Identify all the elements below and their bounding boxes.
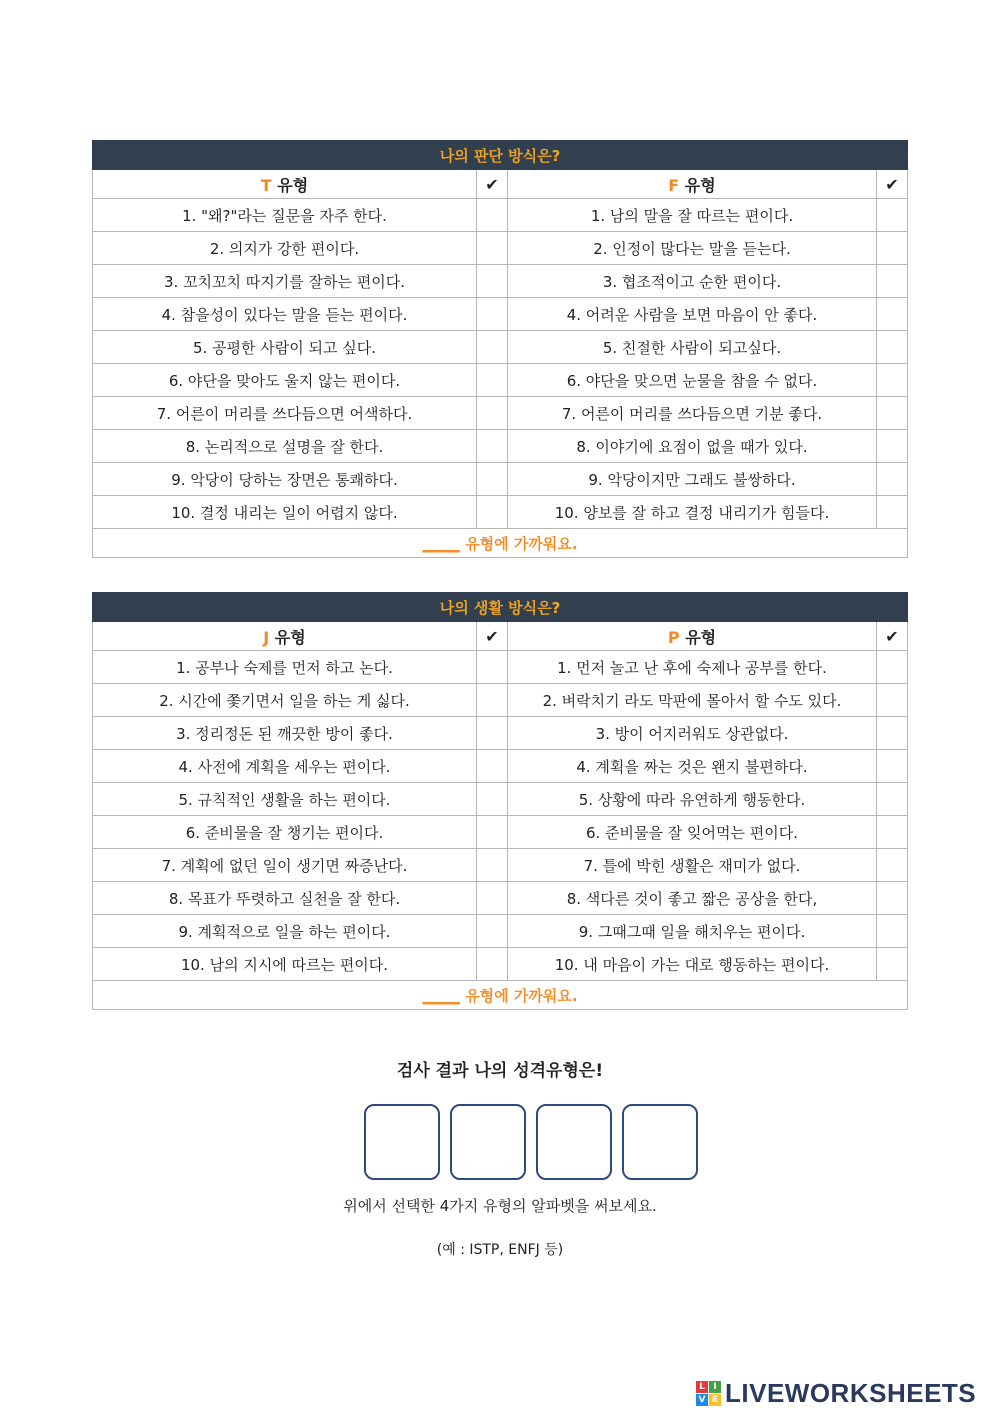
left-statement: 1. "왜?"라는 질문을 자주 한다. bbox=[93, 199, 477, 232]
left-checkbox-cell[interactable] bbox=[477, 364, 508, 397]
check-icon: ✔ bbox=[477, 170, 508, 199]
right-statement: 9. 그때그때 일을 해치우는 편이다. bbox=[508, 915, 877, 948]
right-statement: 8. 이야기에 요점이 없을 때가 있다. bbox=[508, 430, 877, 463]
left-statement: 10. 결정 내리는 일이 어렵지 않다. bbox=[93, 496, 477, 529]
left-checkbox-cell[interactable] bbox=[477, 783, 508, 816]
logo-mark-e: E bbox=[709, 1394, 721, 1406]
right-statement: 3. 협조적이고 순한 편이다. bbox=[508, 265, 877, 298]
right-checkbox-cell[interactable] bbox=[877, 684, 908, 717]
table-row bbox=[93, 816, 908, 849]
answer-box-1[interactable] bbox=[364, 1104, 440, 1180]
left-checkbox-cell[interactable] bbox=[477, 232, 508, 265]
right-type-header bbox=[508, 170, 877, 199]
right-statement: 2. 인정이 많다는 말을 듣는다. bbox=[508, 232, 877, 265]
check-icon: ✔ bbox=[877, 170, 908, 199]
left-checkbox-cell[interactable] bbox=[477, 915, 508, 948]
table-row bbox=[93, 717, 908, 750]
left-statement: 6. 야단을 맞아도 울지 않는 편이다. bbox=[93, 364, 477, 397]
table-footer bbox=[93, 981, 908, 1010]
result-title: 검사 결과 나의 성격유형은! bbox=[396, 1061, 604, 1081]
right-checkbox-cell[interactable] bbox=[877, 948, 908, 981]
judgment-table bbox=[92, 140, 908, 558]
table-row bbox=[93, 199, 908, 232]
footer-blank[interactable]: _____ bbox=[422, 986, 460, 1005]
right-statement: 4. 계획을 짜는 것은 왠지 불편하다. bbox=[508, 750, 877, 783]
left-statement: 9. 악당이 당하는 장면은 통쾌하다. bbox=[93, 463, 477, 496]
left-checkbox-cell[interactable] bbox=[477, 948, 508, 981]
left-checkbox-cell[interactable] bbox=[477, 430, 508, 463]
type-letter: T bbox=[260, 175, 272, 195]
right-statement: 1. 남의 말을 잘 따르는 편이다. bbox=[508, 199, 877, 232]
example-text: (예 : ISTP, ENFJ 등) bbox=[436, 1242, 564, 1258]
right-checkbox-cell[interactable] bbox=[877, 717, 908, 750]
instruction-text: 위에서 선택한 4가지 유형의 알파벳을 써보세요. bbox=[343, 1197, 657, 1215]
right-type-header bbox=[508, 622, 877, 651]
left-statement: 8. 논리적으로 설명을 잘 한다. bbox=[93, 430, 477, 463]
left-checkbox-cell[interactable] bbox=[477, 717, 508, 750]
liveworksheets-logo bbox=[696, 1378, 976, 1409]
logo-mark-l: L bbox=[696, 1381, 708, 1393]
left-statement: 6. 준비물을 잘 챙기는 편이다. bbox=[93, 816, 477, 849]
table-row bbox=[93, 684, 908, 717]
right-statement: 2. 벼락치기 라도 막판에 몰아서 할 수도 있다. bbox=[508, 684, 877, 717]
left-checkbox-cell[interactable] bbox=[477, 199, 508, 232]
right-statement: 6. 준비물을 잘 잊어먹는 편이다. bbox=[508, 816, 877, 849]
left-checkbox-cell[interactable] bbox=[477, 816, 508, 849]
type-label: 유형 bbox=[274, 627, 306, 647]
table-title: 나의 판단 방식은? bbox=[93, 141, 908, 170]
right-checkbox-cell[interactable] bbox=[877, 651, 908, 684]
right-checkbox-cell[interactable] bbox=[877, 849, 908, 882]
footer-text: 유형에 가까워요. bbox=[465, 534, 578, 553]
right-checkbox-cell[interactable] bbox=[877, 463, 908, 496]
type-letter: F bbox=[668, 175, 680, 195]
left-statement: 10. 남의 지시에 따르는 편이다. bbox=[93, 948, 477, 981]
answer-box-2[interactable] bbox=[450, 1104, 526, 1180]
left-checkbox-cell[interactable] bbox=[477, 331, 508, 364]
right-checkbox-cell[interactable] bbox=[877, 882, 908, 915]
left-statement: 4. 참을성이 있다는 말을 듣는 편이다. bbox=[93, 298, 477, 331]
type-label: 유형 bbox=[685, 627, 717, 647]
table-row bbox=[93, 331, 908, 364]
right-statement: 9. 악당이지만 그래도 불쌍하다. bbox=[508, 463, 877, 496]
type-label: 유형 bbox=[277, 175, 309, 195]
table-row bbox=[93, 298, 908, 331]
left-checkbox-cell[interactable] bbox=[477, 684, 508, 717]
left-checkbox-cell[interactable] bbox=[477, 849, 508, 882]
right-checkbox-cell[interactable] bbox=[877, 265, 908, 298]
left-checkbox-cell[interactable] bbox=[477, 397, 508, 430]
right-checkbox-cell[interactable] bbox=[877, 496, 908, 529]
left-statement: 4. 사전에 계획을 세우는 편이다. bbox=[93, 750, 477, 783]
right-statement: 8. 색다른 것이 좋고 짧은 공상을 한다, bbox=[508, 882, 877, 915]
type-label: 유형 bbox=[684, 175, 716, 195]
left-statement: 2. 의지가 강한 편이다. bbox=[93, 232, 477, 265]
table-row bbox=[93, 463, 908, 496]
left-statement: 3. 꼬치꼬치 따지기를 잘하는 편이다. bbox=[93, 265, 477, 298]
right-checkbox-cell[interactable] bbox=[877, 298, 908, 331]
right-checkbox-cell[interactable] bbox=[877, 915, 908, 948]
table-row bbox=[93, 265, 908, 298]
logo-mark-icon bbox=[696, 1381, 721, 1406]
left-type-header bbox=[93, 170, 477, 199]
left-statement: 5. 규칙적인 생활을 하는 편이다. bbox=[93, 783, 477, 816]
table-row bbox=[93, 882, 908, 915]
right-statement: 3. 방이 어지러워도 상관없다. bbox=[508, 717, 877, 750]
right-checkbox-cell[interactable] bbox=[877, 232, 908, 265]
right-statement: 5. 상황에 따라 유연하게 행동한다. bbox=[508, 783, 877, 816]
type-letter: P bbox=[667, 627, 680, 647]
left-statement: 2. 시간에 쫓기면서 일을 하는 게 싫다. bbox=[93, 684, 477, 717]
right-statement: 10. 내 마음이 가는 대로 행동하는 편이다. bbox=[508, 948, 877, 981]
left-checkbox-cell[interactable] bbox=[477, 298, 508, 331]
lifestyle-table bbox=[92, 592, 908, 1010]
logo-mark-i: I bbox=[709, 1381, 721, 1393]
right-checkbox-cell[interactable] bbox=[877, 199, 908, 232]
table-row bbox=[93, 651, 908, 684]
right-statement: 4. 어려운 사람을 보면 마음이 안 좋다. bbox=[508, 298, 877, 331]
table-row bbox=[93, 915, 908, 948]
left-checkbox-cell[interactable] bbox=[477, 265, 508, 298]
table-row bbox=[93, 849, 908, 882]
left-checkbox-cell[interactable] bbox=[477, 463, 508, 496]
right-checkbox-cell[interactable] bbox=[877, 750, 908, 783]
left-statement: 5. 공평한 사람이 되고 싶다. bbox=[93, 331, 477, 364]
right-checkbox-cell[interactable] bbox=[877, 331, 908, 364]
left-checkbox-cell[interactable] bbox=[477, 496, 508, 529]
table-row bbox=[93, 750, 908, 783]
right-checkbox-cell[interactable] bbox=[877, 397, 908, 430]
left-statement: 7. 어른이 머리를 쓰다듬으면 어색하다. bbox=[93, 397, 477, 430]
right-statement: 7. 어른이 머리를 쓰다듬으면 기분 좋다. bbox=[508, 397, 877, 430]
left-checkbox-cell[interactable] bbox=[477, 750, 508, 783]
right-checkbox-cell[interactable] bbox=[877, 816, 908, 849]
logo-mark-v: V bbox=[696, 1394, 708, 1406]
left-checkbox-cell[interactable] bbox=[477, 651, 508, 684]
table-row bbox=[93, 496, 908, 529]
right-statement: 1. 먼저 놀고 난 후에 숙제나 공부를 한다. bbox=[508, 651, 877, 684]
footer-text: 유형에 가까워요. bbox=[465, 986, 578, 1005]
right-statement: 6. 야단을 맞으면 눈물을 참을 수 없다. bbox=[508, 364, 877, 397]
table-row bbox=[93, 397, 908, 430]
answer-box-4[interactable] bbox=[622, 1104, 698, 1180]
left-statement: 3. 정리정돈 된 깨끗한 방이 좋다. bbox=[93, 717, 477, 750]
right-checkbox-cell[interactable] bbox=[877, 783, 908, 816]
right-statement: 10. 양보를 잘 하고 결정 내리기가 힘들다. bbox=[508, 496, 877, 529]
table-footer bbox=[93, 529, 908, 558]
table-row bbox=[93, 948, 908, 981]
left-statement: 1. 공부나 숙제를 먼저 하고 논다. bbox=[93, 651, 477, 684]
answer-boxes bbox=[364, 1104, 698, 1180]
left-checkbox-cell[interactable] bbox=[477, 882, 508, 915]
right-checkbox-cell[interactable] bbox=[877, 430, 908, 463]
left-type-header bbox=[93, 622, 477, 651]
right-statement: 7. 틀에 박힌 생활은 재미가 없다. bbox=[508, 849, 877, 882]
left-statement: 7. 계획에 없던 일이 생기면 짜증난다. bbox=[93, 849, 477, 882]
table-row bbox=[93, 783, 908, 816]
type-letter: J bbox=[263, 627, 270, 647]
answer-box-3[interactable] bbox=[536, 1104, 612, 1180]
check-icon: ✔ bbox=[477, 622, 508, 651]
table-row bbox=[93, 364, 908, 397]
table-row bbox=[93, 232, 908, 265]
left-statement: 8. 목표가 뚜렷하고 실천을 잘 한다. bbox=[93, 882, 477, 915]
right-statement: 5. 친절한 사람이 되고싶다. bbox=[508, 331, 877, 364]
right-checkbox-cell[interactable] bbox=[877, 364, 908, 397]
logo-text: LIVEWORKSHEETS bbox=[725, 1378, 977, 1408]
check-icon: ✔ bbox=[877, 622, 908, 651]
left-statement: 9. 계획적으로 일을 하는 편이다. bbox=[93, 915, 477, 948]
table-title: 나의 생활 방식은? bbox=[93, 593, 908, 622]
footer-blank[interactable]: _____ bbox=[422, 534, 460, 553]
table-row bbox=[93, 430, 908, 463]
